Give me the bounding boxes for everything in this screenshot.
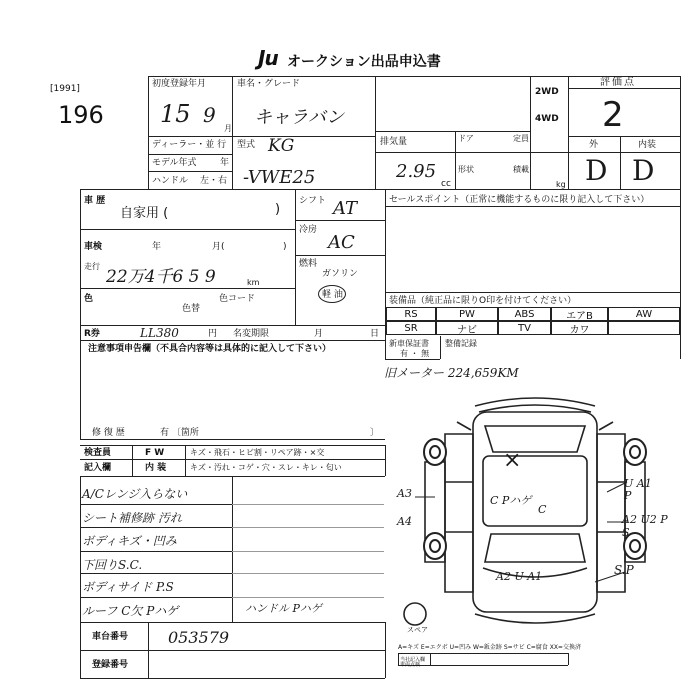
vehicle-type-prefix: KG [268,136,295,156]
mileage-value: 22万4千6 5 9 [106,267,216,287]
equip-pw: PW [436,307,498,321]
notes-label: 注意事項申告欄（不具合内容等は具体的に記入して下さい） [88,344,332,354]
legend-text: A=キズ E=エクボ U=凹み W=鈑金跡 S=サビ C=腐食 XX=交換済 [398,644,581,651]
vehicle-name-label: 車名・グレード [237,79,301,89]
model-year-unit: 年 [220,158,230,168]
equip-abs: ABS [498,307,551,321]
legend-row1: 当社記入欄 [400,657,426,663]
load-label: 積載 [513,165,529,174]
legend-row2: 車両点検 [400,662,421,668]
equip-leather: カワ [551,321,608,335]
old-meter-note: 旧メーター 224,659KM [384,366,519,380]
recycle-unit: 円 [208,329,218,339]
displacement-unit: cc [441,179,451,189]
fuel-diesel: 軽 油 [322,290,343,300]
shift-label: シフト [299,196,327,206]
first-reg-label: 初度登録年月 [152,79,207,89]
equipment-label: 装備品（純正品に限りO印を付けてください） [389,296,577,306]
sales-point-label: セールスポイント（正常に機能するものに限り記入して下さい） [389,195,650,205]
capacity-label: 定員 [513,134,529,143]
equip-tv: TV [498,321,551,335]
handle-label: ハンドル [152,176,189,186]
note-line-3: ボディキズ・凹み [82,534,177,548]
mileage-label: 走行 [84,262,100,271]
lot-number: 196 [58,101,104,129]
vehicle-name: キャラバン [254,107,344,128]
entry-label: 記入欄 [84,463,112,473]
reg-year: 15 [160,100,191,128]
dealer-label: ディーラー・並 行 [152,140,227,150]
vehicle-type-label: 型式 [237,140,256,150]
shift-value: AT [333,198,358,219]
recycle-label: R券 [84,329,100,339]
chassis-number: 053579 [168,628,230,647]
ac-value: AC [328,232,355,253]
interior-items: キズ・汚れ・コゲ・穴・スレ・キレ・匂い [190,463,342,472]
ju-logo: Ju [258,46,278,70]
equip-navi: ナビ [436,321,498,335]
diagram-c-mark: C [538,503,547,516]
fw-items: キズ・飛石・ヒビ割・リペア跡・×交 [190,448,325,457]
diagram-a2u1: A2 U A1 [496,570,543,583]
exterior-label: 外 [589,140,599,150]
note-line-1: A/Cレンジ入らない [82,487,188,501]
equip-blank [608,321,680,335]
diagram-c-phage: C Pハゲ [490,494,532,507]
note-line-2: シート補修跡 汚れ [82,511,182,525]
warranty-label: 新車保証書 [389,339,429,348]
ac-label: 冷房 [299,225,318,235]
diagram-a3: A3 [397,487,412,500]
usage-label: 車 歴 [84,196,106,206]
fw-label: F W [145,448,165,458]
diagram-sp: S.P [614,563,634,577]
drive-2wd: 2WD [535,87,559,97]
shaken-label: 車検 [84,242,103,252]
expiry-label: 名変期限 [233,329,270,339]
equip-aw: AW [608,307,680,321]
year-code: [1991] [50,84,80,94]
interior-label: 内装 [638,140,657,150]
inspector-label: 検査員 [84,448,112,458]
displacement-value: 2.95 [396,161,437,182]
note-line-6: ルーフ C欠 Pハゲ [82,604,179,618]
reg-month: 9 [203,103,216,127]
fuel-circle [318,285,346,303]
mileage-unit: km [247,278,260,287]
usage-value: 自家用 ( [120,206,169,221]
registration-label: 登録番号 [92,660,129,670]
equip-sr: SR [386,321,436,335]
form-title: オークション出品申込書 [287,54,441,70]
month-unit: 月 [224,124,232,133]
repair-label: 修 復 歴 [92,428,125,438]
warranty-value: 有 ・ 無 [400,349,430,358]
shaken-month-unit: 月( [212,242,225,252]
door-label: ドア [458,134,474,143]
fuel-label: 燃料 [299,259,318,269]
repair-close: 〕 [370,428,380,438]
model-year-label: モデル年式 [152,158,197,168]
usage-close: ) [275,202,281,217]
chassis-label: 車台番号 [92,632,129,642]
shaken-close: ) [283,242,287,252]
color-label: 色 [84,294,94,304]
handle-value: 左・右 [200,176,228,186]
rating-label: 評価点 [600,77,636,88]
note-line-4: 下回りS.C. [82,558,143,572]
equip-airbag: エアB [551,307,608,321]
repair-value: 有 〔箇所 [160,428,199,438]
load-unit: kg [556,180,566,189]
drive-4wd: 4WD [535,114,559,124]
color-code-label: 色コード [219,294,256,304]
spare-label: スペア [407,626,428,634]
rating-score: 2 [602,95,624,135]
handle-note: ハンドル Pハゲ [245,602,322,615]
vehicle-type: -VWE25 [243,167,316,188]
equip-rs: RS [386,307,436,321]
expiry-month: 月 [314,329,324,339]
shape-label: 形状 [458,165,474,174]
interior-inspect-label: 内 装 [145,463,167,473]
exterior-value: D [585,154,608,187]
diagram-a4: A4 [397,515,412,528]
shaken-year-unit: 年 [152,242,162,252]
interior-value: D [632,154,655,187]
fuel-gasoline: ガソリン [322,269,359,279]
expiry-day: 日 [370,329,380,339]
diagram-x-mark: × [503,448,522,473]
diagram-ua1-p: U A1 P [624,477,652,502]
record-label: 整備記録 [445,339,477,348]
recycle-value: LL380 [140,326,179,340]
color-change-label: 色替 [182,304,201,314]
note-line-5: ボディサイド P.S [82,580,174,594]
displacement-label: 排気量 [380,137,408,147]
diagram-a2u2-ps: A2 U2 P S [622,513,668,539]
